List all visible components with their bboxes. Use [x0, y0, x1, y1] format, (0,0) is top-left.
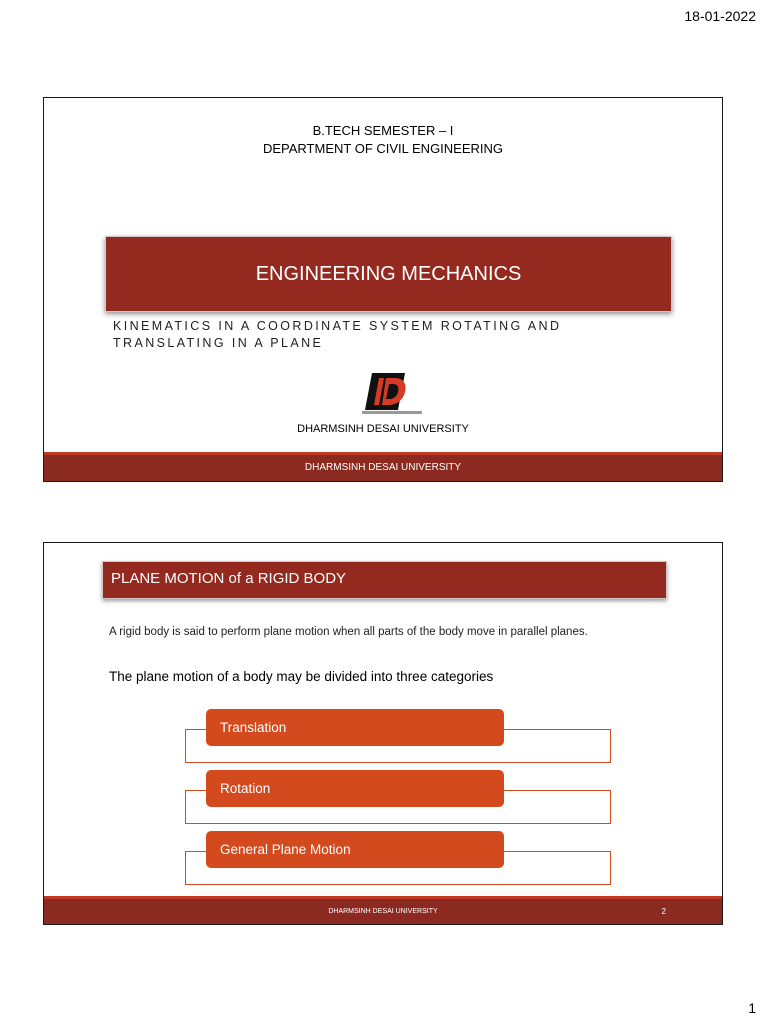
page-number: 1 [748, 1000, 756, 1016]
slide-1 [43, 97, 723, 482]
category-translation: Translation [206, 709, 504, 746]
slide-2 [43, 542, 723, 925]
categories-intro: The plane motion of a body may be divided into three categories [109, 669, 494, 684]
slide-2-title: PLANE MOTION of a RIGID BODY [102, 561, 667, 599]
slide-1-subtitle: KINEMATICS IN A COORDINATE SYSTEM ROTATING AND TRANSLATING IN A PLANE [113, 319, 562, 350]
university-logo-icon [362, 370, 422, 414]
intro-text: A rigid body is said to perform plane motion when all parts of the body move in parallel planes. [109, 626, 588, 638]
page-date: 18-01-2022 [684, 8, 756, 24]
semester-text: B.TECH SEMESTER – I [312, 123, 454, 138]
category-rotation: Rotation [206, 770, 504, 807]
slide-1-footer [44, 452, 722, 481]
footer-text: DHARMSINH DESAI UNIVERSITY [304, 462, 462, 473]
university-name: DHARMSINH DESAI UNIVERSITY [297, 423, 469, 435]
slide-2-footer [44, 896, 722, 924]
slide-1-title: ENGINEERING MECHANICS [105, 236, 672, 312]
footer-text: DHARMSINH DESAI UNIVERSITY [328, 908, 438, 915]
slide-1-header [44, 122, 722, 158]
department-text: DEPARTMENT OF CIVIL ENGINEERING [262, 141, 504, 156]
slide-number: 2 [661, 907, 666, 916]
category-general-plane-motion: General Plane Motion [206, 831, 504, 868]
